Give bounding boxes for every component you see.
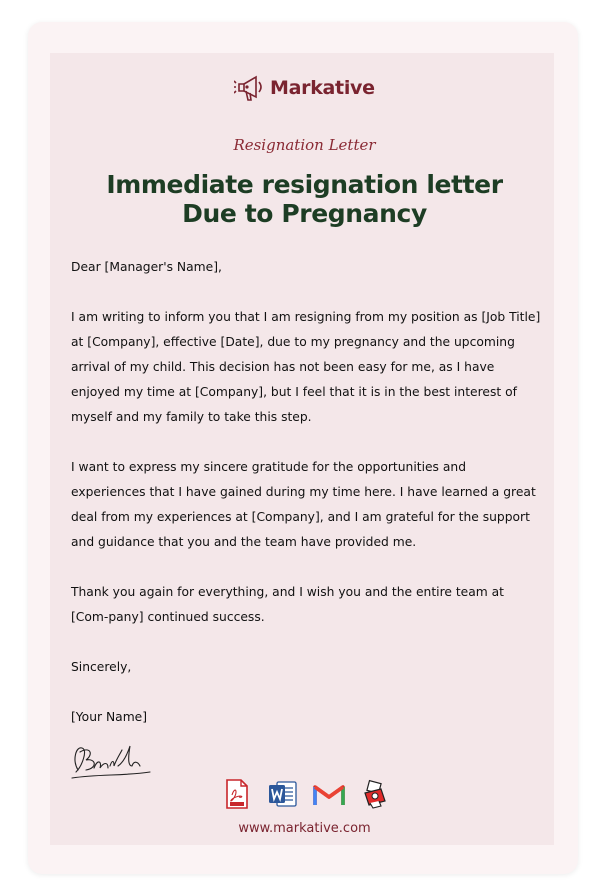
letter-category: Resignation Letter <box>233 136 376 154</box>
paragraph-2: I want to express my sincere gratitude for the opportunities and experiences that I have gained during my time here. I have learned a great deal from my experiences at [Company], and I am grateful for the support and guidance that you and the team have provided me. <box>71 460 536 549</box>
salutation: Dear [Manager's Name], <box>71 260 222 274</box>
title-line-2: Due to Pregnancy <box>182 199 427 228</box>
word-icon[interactable] <box>266 778 300 810</box>
signature-image <box>68 740 152 784</box>
closing: Sincerely, <box>71 660 132 674</box>
paragraph-3: Thank you again for everything, and I wish you and the entire team at [Com-pany] continued success. <box>71 585 504 624</box>
title-line-1: Immediate resignation letter <box>106 170 503 199</box>
print-icon[interactable] <box>358 778 392 810</box>
megaphone-icon <box>234 72 268 104</box>
brand-logo <box>234 70 379 106</box>
gmail-icon[interactable] <box>312 778 346 810</box>
download-icons <box>220 778 404 810</box>
paragraph-1: I am writing to inform you that I am resigning from my position as [Job Title] at [Company], effective [Date], due to my pregnancy and the upcoming arrival of my child. This decision has not been easy for me, as I have enjoyed my time at [Company], but I feel that it is in the best interest of myself and my family to take this step. <box>71 310 541 424</box>
letter-title <box>0 170 609 228</box>
pdf-icon[interactable] <box>220 778 254 810</box>
signer-name: [Your Name] <box>71 710 148 724</box>
brand-name: Markative <box>270 77 375 99</box>
website-link[interactable]: www.markative.com <box>238 821 371 836</box>
